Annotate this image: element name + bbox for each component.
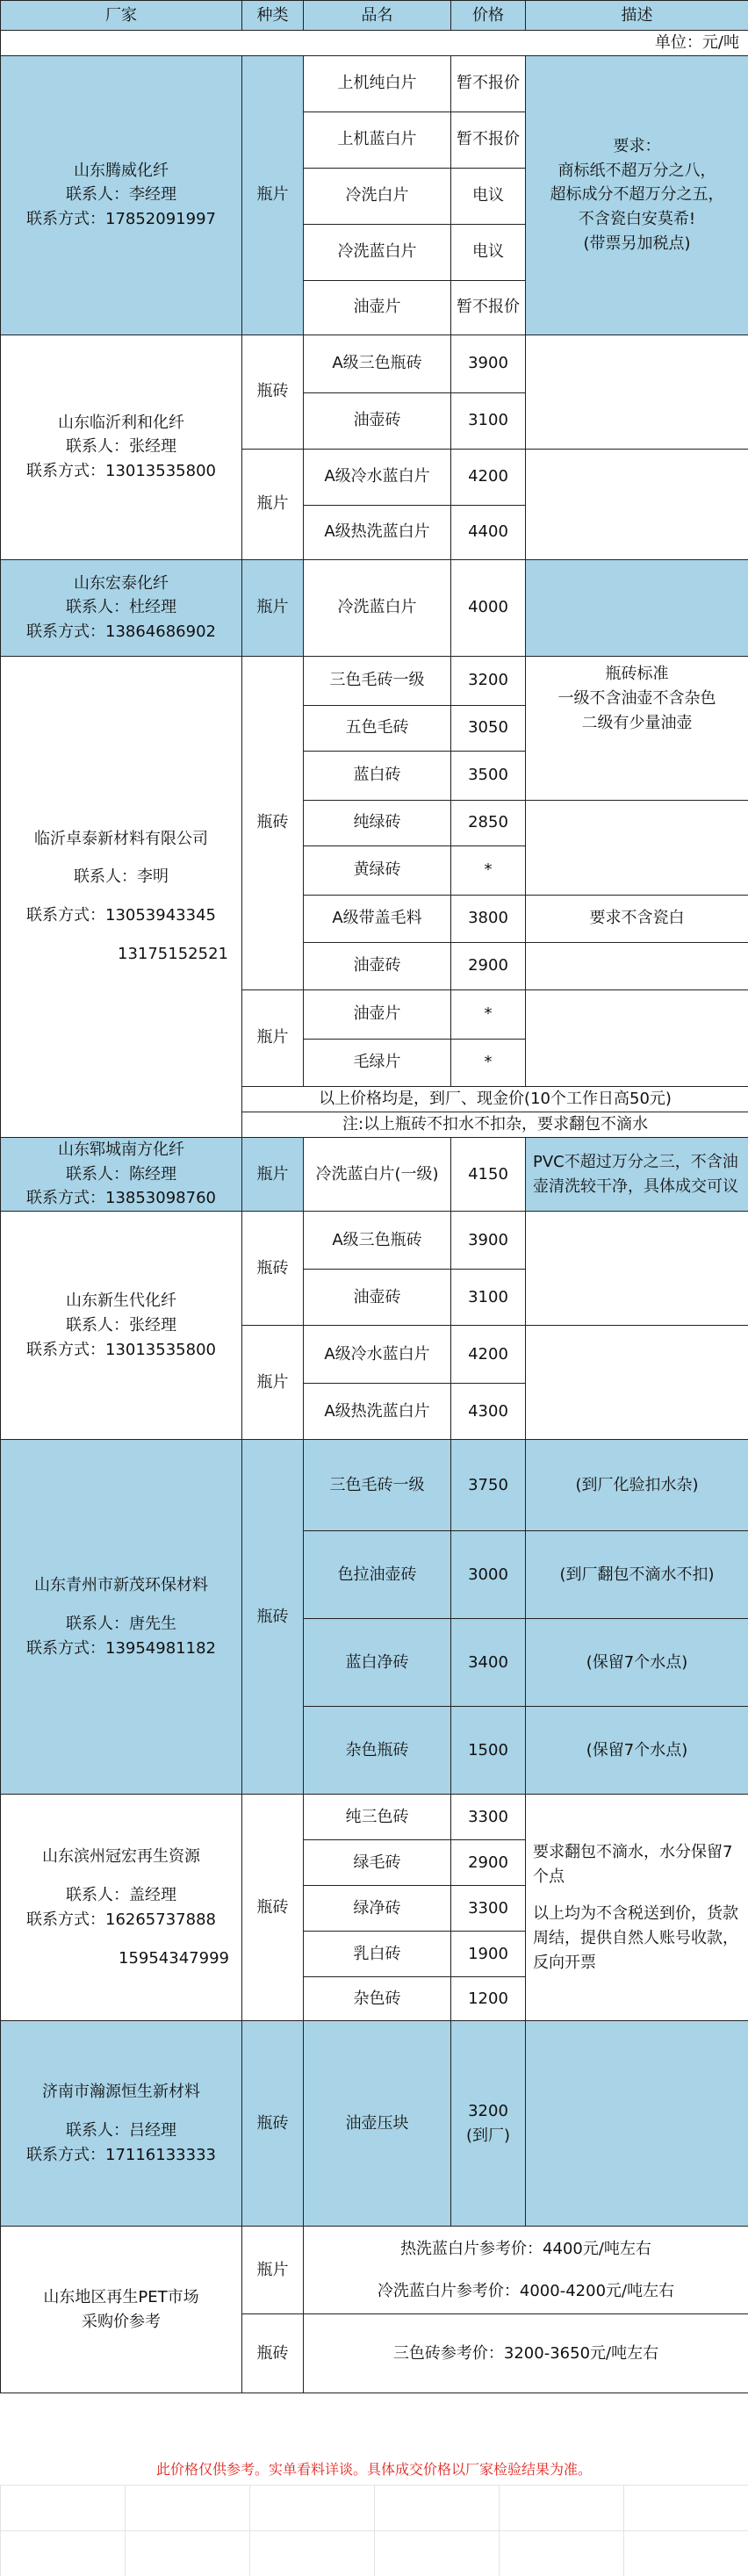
- market-name: 山东地区再生PET市场: [43, 2287, 199, 2306]
- desc-cell: (保留7个水点): [526, 1707, 748, 1795]
- price-cell: [451, 2021, 526, 2227]
- price-note: (到厂): [465, 2126, 511, 2145]
- table-row: [1, 559, 748, 656]
- price-cell: 4200: [451, 449, 526, 505]
- desc-zhuotai: [526, 656, 748, 800]
- price-cell: 3800: [451, 895, 526, 942]
- desc-cell: [526, 2021, 748, 2227]
- kind-cell: 瓶片: [242, 55, 304, 335]
- price-cell: 电议: [451, 168, 526, 224]
- table-row: [1, 1440, 748, 1531]
- desc-cell: [526, 989, 748, 1086]
- desc-line: 要求：: [613, 136, 661, 155]
- price-cell: 3100: [451, 1270, 526, 1326]
- factory-name: 山东青州市新茂环保材料: [34, 1576, 208, 1594]
- price-note: 注:以上瓶砖不扣水不扣杂，要求翻包不滴水: [242, 1112, 748, 1137]
- kind-cell: 瓶砖: [242, 656, 304, 989]
- desc-cell: (到厂翻包不滴水不扣): [526, 1531, 748, 1619]
- price-cell: *: [451, 989, 526, 1039]
- product-cell: 油壶片: [304, 280, 451, 335]
- product-cell: 油壶片: [304, 989, 451, 1039]
- reference-price: 三色砖参考价：3200-3650元/吨左右: [304, 2314, 748, 2393]
- price-cell: 3900: [451, 1212, 526, 1270]
- desc-cell: [526, 449, 748, 559]
- price-cell: 2850: [451, 800, 526, 845]
- factory-xinmao: [1, 1440, 242, 1795]
- desc-line: 瓶砖标准: [605, 664, 669, 683]
- table-row: [1, 2227, 748, 2314]
- price-cell: 3000: [451, 1531, 526, 1619]
- product-cell: A级热洗蓝白片: [304, 505, 451, 559]
- footer-disclaimer: 此价格仅供参考。实单看料详谈。具体成交价格以厂家检验结果为准。: [155, 2461, 592, 2478]
- factory-contact: 联系人：吕经理: [66, 2120, 176, 2140]
- factory-guanhong: [1, 1795, 242, 2021]
- factory-name: 山东宏泰化纤: [74, 573, 169, 593]
- factory-contact: 联系人：唐先生: [66, 1614, 176, 1633]
- price-cell: 暂不报价: [451, 280, 526, 335]
- price-cell: 4000: [451, 559, 526, 656]
- desc-line: 二级有少量油壶: [581, 713, 693, 732]
- kind-cell: 瓶片: [242, 2227, 304, 2314]
- price-note: 以上价格均是，到厂、现金价(10个工作日高50元): [242, 1086, 748, 1112]
- factory-phone-2: 13175152521: [118, 945, 228, 964]
- header-row: [1, 1, 748, 31]
- desc-cell: [526, 335, 748, 449]
- price-cell: 2900: [451, 942, 526, 989]
- kind-cell: 瓶砖: [242, 335, 304, 449]
- header-desc: 描述: [526, 1, 748, 31]
- price-cell: 3100: [451, 392, 526, 449]
- product-cell: 油壶砖: [304, 392, 451, 449]
- factory-phone: 联系方式：13954981182: [26, 1638, 216, 1658]
- kind-cell: 瓶砖: [242, 1212, 304, 1326]
- factory-tengwei: [1, 55, 242, 335]
- price-cell: 3900: [451, 335, 526, 392]
- price-cell: 1500: [451, 1707, 526, 1795]
- kind-cell: 瓶片: [242, 1326, 304, 1440]
- header-price: 价格: [451, 1, 526, 31]
- desc-tengwei: [526, 55, 748, 335]
- factory-yuncheng: [1, 1137, 242, 1212]
- factory-phone: 联系方式：13864686902: [26, 622, 216, 642]
- desc-cell: (到厂化验扣水杂): [526, 1440, 748, 1531]
- header-product: 品名: [304, 1, 451, 31]
- product-cell: 色拉油壶砖: [304, 1531, 451, 1619]
- desc-guanhong: [526, 1795, 748, 2021]
- unit-label: 单位：元/吨: [1, 31, 748, 56]
- price-cell: 3500: [451, 751, 526, 800]
- price-cell: 4150: [451, 1137, 526, 1212]
- product-cell: 毛绿片: [304, 1039, 451, 1086]
- product-cell: 三色毛砖一级: [304, 1440, 451, 1531]
- factory-phone: 联系方式：13013535800: [26, 462, 216, 481]
- desc-cell: [526, 942, 748, 989]
- price-value: 3200: [468, 2101, 508, 2120]
- price-cell: 2900: [451, 1840, 526, 1886]
- factory-contact: 联系人：张经理: [66, 1315, 176, 1335]
- price-cell: 1200: [451, 1977, 526, 2021]
- header-factory: 厂家: [1, 1, 242, 31]
- product-cell: 绿毛砖: [304, 1840, 451, 1886]
- price-cell: 3750: [451, 1440, 526, 1531]
- desc-cell: [526, 559, 748, 656]
- product-cell: A级冷水蓝白片: [304, 449, 451, 505]
- market-reference: [1, 2227, 242, 2393]
- sheet-empty-grid: [0, 2485, 748, 2576]
- price-cell: 1900: [451, 1932, 526, 1977]
- product-cell: 杂色瓶砖: [304, 1707, 451, 1795]
- reference-price-cell: [304, 2227, 748, 2314]
- table-row: [1, 335, 748, 392]
- factory-contact: 联系人：李明: [74, 867, 169, 887]
- factory-name: 山东新生代化纤: [66, 1292, 176, 1310]
- desc-line: 超标成分不超万分之五，: [550, 185, 724, 205]
- product-cell: A级三色瓶砖: [304, 335, 451, 392]
- product-cell: A级带盖毛料: [304, 895, 451, 942]
- desc-cell: 要求不含瓷白: [526, 895, 748, 942]
- factory-phone-2: 15954347999: [119, 1948, 229, 1968]
- product-cell: A级冷水蓝白片: [304, 1326, 451, 1384]
- kind-cell: 瓶片: [242, 559, 304, 656]
- table-row: [1, 1137, 748, 1212]
- kind-cell: 瓶片: [242, 1137, 304, 1212]
- price-cell: 暂不报价: [451, 112, 526, 168]
- price-cell: 电议: [451, 224, 526, 280]
- factory-phone: 联系方式：17852091997: [26, 210, 216, 229]
- reference-price: 热洗蓝白片参考价：4400元/吨左右: [400, 2239, 651, 2258]
- factory-phone: 联系方式：17116133333: [26, 2145, 216, 2164]
- product-cell: 黄绿砖: [304, 845, 451, 895]
- factory-hongtai: [1, 559, 242, 656]
- price-cell: 暂不报价: [451, 55, 526, 112]
- product-cell: A级三色瓶砖: [304, 1212, 451, 1270]
- price-cell: 4400: [451, 505, 526, 559]
- product-cell: 冷洗白片: [304, 168, 451, 224]
- reference-price: 冷洗蓝白片参考价：4000-4200元/吨左右: [377, 2281, 675, 2300]
- product-cell: 蓝白净砖: [304, 1619, 451, 1707]
- product-cell: 冷洗蓝白片(一级): [304, 1137, 451, 1212]
- factory-name: 山东郓城南方化纤: [58, 1140, 184, 1159]
- desc-cell: (保留7个水点): [526, 1619, 748, 1707]
- desc-cell: [526, 1212, 748, 1326]
- factory-phone: 联系方式：13853098760: [26, 1189, 216, 1208]
- product-cell: 油壶砖: [304, 1270, 451, 1326]
- price-cell: 3400: [451, 1619, 526, 1707]
- table-row: [1, 1212, 748, 1270]
- kind-cell: 瓶砖: [242, 1440, 304, 1795]
- product-cell: A级热洗蓝白片: [304, 1384, 451, 1440]
- kind-cell: 瓶砖: [242, 2314, 304, 2393]
- price-cell: 4200: [451, 1326, 526, 1384]
- factory-contact: 联系人：盖经理: [66, 1885, 176, 1904]
- factory-linyi: [1, 335, 242, 559]
- price-cell: 3300: [451, 1795, 526, 1840]
- table-row: [1, 2021, 748, 2227]
- factory-name: 山东临沂利和化纤: [58, 413, 184, 432]
- header-kind: 种类: [242, 1, 304, 31]
- product-cell: 冷洗蓝白片: [304, 224, 451, 280]
- desc-line: 要求翻包不滴水，水分保留7个点: [533, 1843, 733, 1886]
- price-cell: 3050: [451, 705, 526, 751]
- kind-cell: 瓶砖: [242, 1795, 304, 2021]
- factory-contact: 联系人：李经理: [66, 185, 176, 205]
- price-cell: *: [451, 1039, 526, 1086]
- factory-phone: 联系方式：13053943345: [26, 906, 216, 925]
- price-cell: 4300: [451, 1384, 526, 1440]
- factory-hanyuan: [1, 2021, 242, 2227]
- product-cell: 纯绿砖: [304, 800, 451, 845]
- table-row: [1, 55, 748, 112]
- factory-phone: 联系方式：16265737888: [26, 1910, 216, 1929]
- factory-contact: 联系人：杜经理: [66, 598, 176, 617]
- factory-name: 山东滨州冠宏再生资源: [42, 1847, 200, 1867]
- product-cell: 三色毛砖一级: [304, 656, 451, 705]
- product-cell: 上机蓝白片: [304, 112, 451, 168]
- product-cell: 油壶压块: [304, 2021, 451, 2227]
- desc-line: 商标纸不超万分之八，: [557, 161, 716, 180]
- factory-name: 临沂卓泰新材料有限公司: [34, 829, 208, 848]
- desc-cell: PVC不超过万分之三，不含油壶清洗较干净，具体成交可议: [526, 1137, 748, 1212]
- product-cell: 冷洗蓝白片: [304, 559, 451, 656]
- factory-phone: 联系方式：13013535800: [26, 1340, 216, 1359]
- desc-cell: [526, 800, 748, 895]
- kind-cell: 瓶片: [242, 449, 304, 559]
- price-cell: 3200: [451, 656, 526, 705]
- kind-cell: 瓶砖: [242, 2021, 304, 2227]
- desc-line: 一级不含油壶不含杂色: [557, 688, 716, 708]
- factory-name: 山东腾威化纤: [74, 161, 169, 180]
- factory-xinsheng: [1, 1212, 242, 1440]
- desc-line: 以上均为不含税送到价，货款周结，提供自然人账号收款，反向开票: [533, 1903, 738, 1972]
- desc-cell: [526, 1326, 748, 1440]
- market-name-2: 采购价参考: [82, 2312, 161, 2331]
- factory-zhuotai: [1, 656, 242, 1137]
- product-cell: 蓝白砖: [304, 751, 451, 800]
- factory-contact: 联系人：张经理: [66, 437, 176, 457]
- product-cell: 上机纯白片: [304, 55, 451, 112]
- factory-name: 济南市瀚源恒生新材料: [42, 2083, 200, 2101]
- product-cell: 纯三色砖: [304, 1795, 451, 1840]
- desc-line: 不含瓷白安莫希!: [578, 210, 696, 229]
- product-cell: 绿净砖: [304, 1886, 451, 1932]
- product-cell: 五色毛砖: [304, 705, 451, 751]
- price-cell: *: [451, 845, 526, 895]
- product-cell: 油壶砖: [304, 942, 451, 989]
- price-cell: 3300: [451, 1886, 526, 1932]
- factory-contact: 联系人：陈经理: [66, 1164, 176, 1184]
- table-row: [1, 1795, 748, 1840]
- desc-line: (带票另加税点): [583, 234, 691, 254]
- product-cell: 杂色砖: [304, 1977, 451, 2021]
- kind-cell: 瓶片: [242, 989, 304, 1086]
- table-row: [1, 656, 748, 705]
- product-cell: 乳白砖: [304, 1932, 451, 1977]
